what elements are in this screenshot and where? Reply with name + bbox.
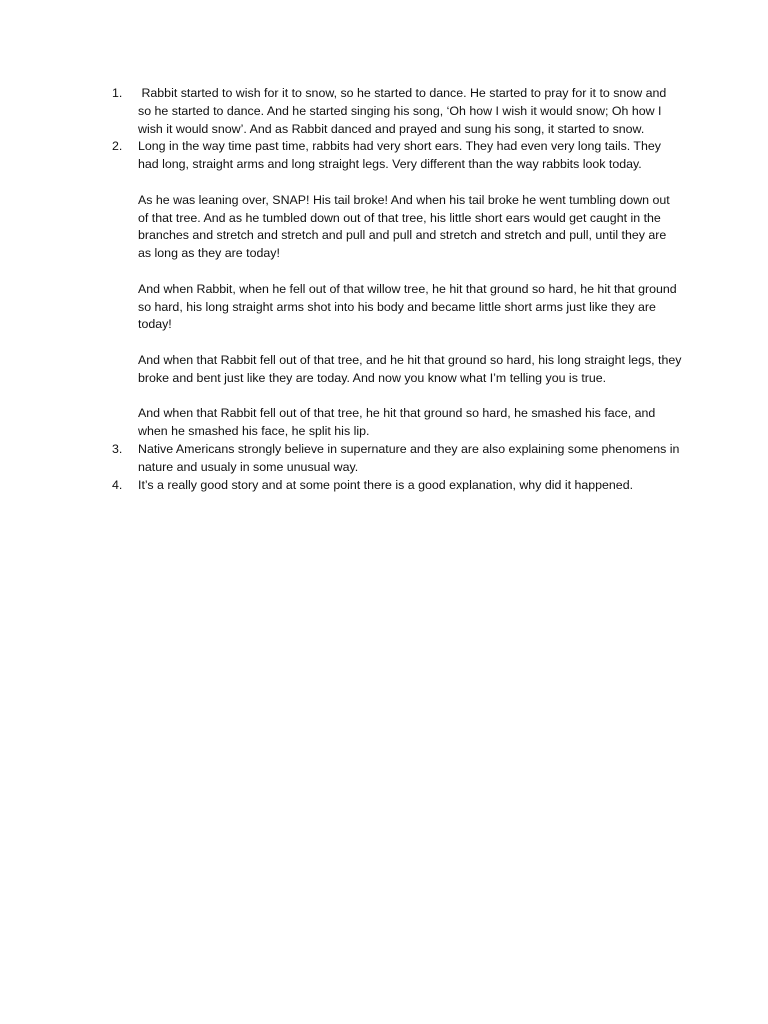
list-number: 2. xyxy=(112,139,123,154)
list-number: 1. xyxy=(112,86,123,100)
paragraph: And when Rabbit, when he fell out of that willow tree, he hit that ground so hard, he hit that ground so hard, his long straight arms shot into his body and became little short arms just like they are today! xyxy=(138,281,677,332)
list-number: 4. xyxy=(112,477,123,492)
paragraph: And when that Rabbit fell out of that tree, he hit that ground so hard, he smashed his face, and when he smashed his face, he split his lip. xyxy=(138,406,656,439)
list-number: 3. xyxy=(112,441,123,456)
paragraph: Rabbit started to wish for it to snow, so he started to dance. He started to pray for it to snow and so he started to dance. And he started singing his song, ‘Oh how I wish it would snow; Oh how I wish it would snow’. And as Rabbit danced and prayed and sung his song, it started to snow. xyxy=(138,86,670,136)
paragraph: As he was leaning over, SNAP! His tail broke! And when his tail broke he went tumbling down out of that tree. And as he tumbled down out of that tree, his little short ears would get caught in the branches and stretch and stretch and pull and pull and stretch and stretch and pull, until they are as long as they are today! xyxy=(138,192,670,261)
list-item xyxy=(112,477,682,495)
paragraph: And when that Rabbit fell out of that tree, and he hit that ground so hard, his long straight legs, they broke and bent just like they are today. And now you know what I’m telling you is true. xyxy=(138,352,682,385)
paragraph: It’s a really good story and at some point there is a good explanation, why did it happened. xyxy=(138,477,634,492)
list-item xyxy=(112,85,682,138)
numbered-list xyxy=(112,85,682,494)
list-item xyxy=(112,138,682,441)
paragraph: Native Americans strongly believe in supernature and they are also explaining some phenomens in nature and usualy in some unusual way. xyxy=(138,441,680,474)
list-item xyxy=(112,441,682,477)
paragraph: Long in the way time past time, rabbits had very short ears. They had even very long tails. They had long, straight arms and long straight legs. Very different than the way rabbits look today. xyxy=(138,139,661,172)
